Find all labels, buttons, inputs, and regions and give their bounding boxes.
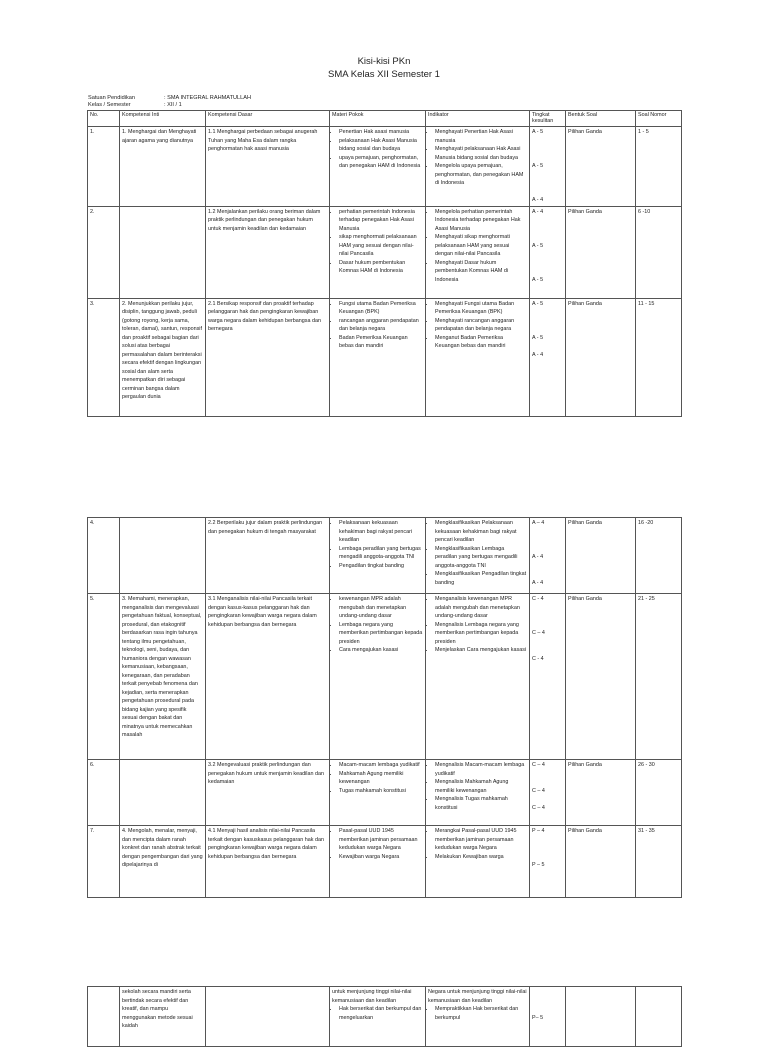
tingkat-line: P – 5	[532, 862, 545, 868]
tingkat-line	[532, 795, 563, 804]
tingkat-line	[532, 145, 563, 154]
cell-tingkat	[530, 298, 566, 416]
cell-tingkat	[530, 826, 566, 898]
cell-no	[88, 298, 120, 416]
tingkat-line: A - 4	[532, 197, 544, 203]
tingkat-line	[532, 646, 563, 655]
materi-item: • Pengadilan tingkat banding	[339, 562, 423, 571]
kd-text: 3.2 Mengevaluasi praktik perlindungan dan penegakan hukum untuk menjamin keadilan dan kedamaian	[208, 762, 324, 785]
tingkat-line: P – 4	[532, 828, 545, 834]
cell-kd	[206, 826, 330, 898]
kd-text: 2.1 Bersikap responsif dan proaktif terhadap pelanggaran hak dan pengingkaran kewajiban warga negara dalam kehidupan berbangsa dan bernegara	[208, 300, 321, 332]
cell-nomor	[636, 987, 682, 1047]
tingkat-line	[532, 137, 563, 146]
meta-line	[88, 95, 251, 102]
tingkat-line	[532, 325, 563, 334]
tingkat-line	[532, 179, 563, 188]
table-row	[88, 760, 682, 826]
cell-ki	[120, 127, 206, 207]
bentuk-soal: Pilihan Ganda	[568, 129, 602, 135]
indikator-item: • Mengklasifikasikan Pelaksanaan kekuasaan kehakiman bagi rakyat pencari keadilan	[435, 519, 527, 545]
cell-no	[88, 826, 120, 898]
kisi-table-part-3	[87, 986, 682, 1047]
materi-item: • Macam-macam lembaga yudikatif	[339, 761, 423, 770]
tingkat-line	[532, 570, 563, 579]
indikator-item: • Mengnalisis Lembaga negara yang memberikan pertimbangan kepada presiden	[435, 621, 527, 647]
tingkat-line	[532, 836, 563, 845]
cell-materi	[330, 760, 426, 826]
tingkat-line	[532, 997, 563, 1006]
cell-bentuk	[566, 760, 636, 826]
materi-item: • Lembaga peradilan yang bertugas mengadili anggota-anggota TNI	[339, 545, 423, 562]
cell-kd	[206, 206, 330, 298]
header-kompetensi-inti: Kompetensi Inti	[120, 111, 206, 127]
cell-bentuk	[566, 594, 636, 760]
tingkat-line	[532, 770, 563, 779]
materi-item: • Lembaga negara yang memberikan pertimbangan kepada presiden	[339, 621, 423, 647]
ki-text: 2. Menunjukkan perilaku jujur, disiplin, tanggung jawab, peduli (gotong royong, kerja sama, toleran, damai), santun, responsif dan proaktif sebagai bagian dari solusi atas berbagai permasalahan dalam berinteraksi secara efektif dengan lingkungan sosial dan alam serta menempatkan diri sebagai cerminan bangsa dalam pergaulan dunia	[122, 300, 203, 400]
tingkat-line: C - 4	[532, 596, 544, 602]
kd-text: 2.2 Berperilaku jujur dalam praktik perlindungan dan penegakan hukum di tengah masyarakat	[208, 520, 323, 535]
materi-item: • rancangan anggaran pendapatan dan belanja negara	[339, 317, 423, 334]
meta-value: : XII / 1	[164, 102, 182, 108]
table-row-continuation	[88, 987, 682, 1047]
indikator-item: • Mengelola perhatian pemerintah Indonesia terhadap penegakan Hak Asasi Manusia	[435, 208, 527, 234]
kisi-table-part-2	[87, 517, 682, 898]
bentuk-soal: Pilihan Ganda	[568, 762, 602, 768]
row-number: 3.	[90, 300, 95, 307]
soal-nomor: 26 - 30	[638, 762, 655, 768]
cell-no	[88, 206, 120, 298]
cell-materi	[330, 826, 426, 898]
cell-bentuk	[566, 206, 636, 298]
tingkat-line	[532, 225, 563, 234]
tingkat-line: C – 4	[532, 762, 545, 768]
materi-item: • Penertian Hak asasi manusia	[339, 128, 423, 137]
ki-text: sekolah secara mandiri serta bertindak secara efektif dan kreatif, dan mampu menggunakan metode sesuai kaidah	[122, 989, 193, 1029]
kd-text: 1.2 Menjalankan perilaku orang beriman dalam praktik perlindungan dan penegakan hukum untuk menjamin keadilan dan kedamaian	[208, 208, 321, 232]
tingkat-line	[532, 853, 563, 862]
indikator-text: Negara untuk menjunjung tinggi nilai-nilai kemanusiaan dan keadilan	[428, 989, 527, 1004]
cell-ki	[120, 298, 206, 416]
materi-item: • perhatian pemerintah Indonesia terhadap penegakan Hak Asasi Manusia	[339, 208, 423, 234]
cell-kd	[206, 127, 330, 207]
indikator-item: • Merangkai Pasal-pasal UUD 1945 memberikan jaminan persamaan kedudukan warga Negara	[435, 827, 527, 853]
table-header-row	[88, 111, 682, 127]
soal-nomor: 21 - 25	[638, 596, 655, 602]
indikator-item: • Mengklasifikasikan Lembaga peradilan yang bertugas mengadili anggota-anggota TNI	[435, 545, 527, 571]
kisi-table-part-1	[87, 110, 682, 417]
tingkat-line: A - 5	[532, 276, 544, 283]
table-row	[88, 826, 682, 898]
cell-indikator	[426, 127, 530, 207]
tingkat-line	[532, 317, 563, 326]
tingkat-line	[532, 778, 563, 787]
cell-no	[88, 987, 120, 1047]
tingkat-line	[532, 259, 563, 268]
tingkat-line: C – 4	[532, 630, 545, 636]
tingkat-line: A - 5	[532, 129, 544, 135]
cell-materi	[330, 298, 426, 416]
ki-text: 4. Mengolah, menalar, menyaji, dan mencipta dalam ranah konkret dan ranah abstrak terkait dengan pengembangan dari yang dipelajarinya di	[122, 828, 203, 868]
ki-text: 3. Memahami, menerapkan, menganalisis dan mengevaluasi pengetahuan faktual, konseptual, prosedural, dan etakognitif berdasarkan rasa ingin tahunya tentang ilmu pengetahuan, teknologi, seni, budaya, dan humaniora dengan wawasan kemanusiaan, kebangsaan, kenegaraan, dan peradaban terkait penyebab fenomena dan kejadian, serta menerapkan pengetahuan prosedural pada bidang kajian yang spesifik sesuai dengan bakat dan minatnya untuk memecahkan masalah	[122, 596, 202, 738]
cell-kd	[206, 518, 330, 594]
indikator-item: • Mengelola upaya pemajuan, penghormatan, dan penegakan HAM di Indonesia	[435, 162, 527, 188]
tingkat-line: A - 5	[532, 300, 544, 307]
cell-no	[88, 518, 120, 594]
indikator-item: • Menghayati pelaksanaan Hak Asasi Manusia bidang sosial dan budaya	[435, 145, 527, 162]
tingkat-line	[532, 342, 563, 351]
cell-tingkat	[530, 518, 566, 594]
tingkat-line	[532, 604, 563, 613]
cell-bentuk	[566, 298, 636, 416]
indikator-item: • Menghayati Dasar hukum pembentukan Komnas HAM di Indonesia	[435, 259, 527, 285]
tingkat-line: A - 4	[532, 351, 544, 358]
soal-nomor: 1 - 5	[638, 129, 649, 135]
meta-line	[88, 102, 182, 109]
tingkat-line	[532, 545, 563, 554]
tingkat-line: A - 4	[532, 208, 544, 215]
table-row	[88, 298, 682, 416]
tingkat-line: A - 5	[532, 242, 544, 249]
tingkat-line: C - 4	[532, 655, 544, 662]
table-row	[88, 594, 682, 760]
indikator-item: • Mengnalisis Tugas mahkamah konstitusi	[435, 795, 527, 812]
cell-nomor	[636, 760, 682, 826]
materi-item: • pelaksanaan Hak Asasi Manusia bidang sosial dan budaya	[339, 137, 423, 154]
cell-indikator	[426, 987, 530, 1047]
cell-materi	[330, 127, 426, 207]
cell-bentuk	[566, 518, 636, 594]
tingkat-line	[532, 844, 563, 853]
tingkat-line: C – 4	[532, 787, 545, 794]
table-row	[88, 127, 682, 207]
cell-kd	[206, 760, 330, 826]
bentuk-soal: Pilihan Ganda	[568, 596, 602, 602]
document-title: Kisi-kisi PKn	[357, 56, 411, 67]
header-materi-pokok: Materi Pokok	[330, 111, 426, 127]
tingkat-line	[532, 188, 563, 197]
cell-no	[88, 594, 120, 760]
tingkat-line	[532, 233, 563, 242]
indikator-item: • Menganut Badan Pemeriksa Keuangan bebas dan mandiri	[435, 334, 527, 351]
cell-tingkat	[530, 206, 566, 298]
tingkat-line	[532, 308, 563, 317]
tingkat-line	[532, 1005, 563, 1014]
header-indikator: Indikator	[426, 111, 530, 127]
cell-tingkat	[530, 760, 566, 826]
soal-nomor: 6 -10	[638, 208, 651, 215]
indikator-item: • Menghayati Penertian Hak Asasi manusia	[435, 128, 527, 145]
cell-kd	[206, 987, 330, 1047]
meta-value: : SMA INTEGRAL RAHMATULLAH	[164, 95, 252, 101]
ki-text: 1. Menghargai dan Menghayati ajaran agama yang dianutnya	[122, 129, 197, 144]
cell-indikator	[426, 206, 530, 298]
tingkat-line	[532, 621, 563, 630]
meta-label: Kelas / Semester	[88, 102, 131, 108]
cell-nomor	[636, 518, 682, 594]
bentuk-soal: Pilihan Ganda	[568, 520, 602, 526]
header-no: No.	[88, 111, 120, 127]
materi-item: • kewenangan MPR adalah mengubah dan menetapkan undang-undang dasar	[339, 595, 423, 621]
materi-item: • Tugas mahkamah konstitusi	[339, 787, 423, 796]
tingkat-line	[532, 267, 563, 276]
tingkat-line	[532, 171, 563, 180]
materi-item: • Fungsi utama Badan Pemeriksa Keuangan (BPK)	[339, 300, 423, 317]
cell-tingkat	[530, 127, 566, 207]
cell-kd	[206, 298, 330, 416]
header-kompetensi-dasar: Kompetensi Dasar	[206, 111, 330, 127]
indikator-item: • Mengklasifikasikan Pengadilan tingkat banding	[435, 570, 527, 587]
cell-nomor	[636, 298, 682, 416]
document-subtitle: SMA Kelas XII Semester 1	[328, 69, 440, 80]
cell-no	[88, 760, 120, 826]
cell-materi	[330, 206, 426, 298]
cell-ki	[120, 760, 206, 826]
tingkat-line	[532, 638, 563, 647]
tingkat-line	[532, 536, 563, 545]
cell-tingkat	[530, 987, 566, 1047]
indikator-item: • Menjelaskan Cara mengajukan kasasi	[435, 646, 527, 655]
cell-indikator	[426, 760, 530, 826]
cell-ki	[120, 206, 206, 298]
cell-tingkat	[530, 594, 566, 760]
kd-text: 4.1 Menyaji hasil analisis nilai-nilai Pancasila terkait dengan kasuskasus pelanggaran hak dan pengingkaran kewajiban warga negara dalam kehidupan berbangsa dan bernegara	[208, 828, 324, 860]
cell-indikator	[426, 298, 530, 416]
cell-nomor	[636, 127, 682, 207]
materi-item: • Pasal-pasal UUD 1945 memberikan jaminan persamaan kedudukan warga Negara	[339, 827, 423, 853]
tingkat-line: C – 4	[532, 804, 545, 811]
indikator-item: • Menganalisis kewenangan MPR adalah mengubah dan menetapkan undang-undang dasar	[435, 595, 527, 621]
tingkat-line	[532, 216, 563, 225]
cell-bentuk	[566, 826, 636, 898]
cell-ki	[120, 594, 206, 760]
cell-kd	[206, 594, 330, 760]
indikator-item: • Mengnalisis Macam-macam lembaga yudikatif	[435, 761, 527, 778]
row-number: 7.	[90, 828, 95, 834]
materi-text: untuk menjunjung tinggi nilai-nilai kemanusiaan dan keadilan	[332, 989, 412, 1004]
cell-bentuk	[566, 987, 636, 1047]
kd-text: 1.1 Menghargai perbedaan sebagai anugerah Tuhan yang Maha Esa dalam rangka penghormatan hak asasi manusia	[208, 129, 318, 152]
indikator-item: • Melakukan Kewajiban warga	[435, 853, 527, 862]
header-soal-nomor: Soal Nomor	[636, 111, 682, 127]
cell-ki	[120, 518, 206, 594]
cell-indikator	[426, 594, 530, 760]
tingkat-line	[532, 154, 563, 163]
cell-ki	[120, 987, 206, 1047]
bentuk-soal: Pilihan Ganda	[568, 208, 602, 215]
cell-nomor	[636, 206, 682, 298]
row-number: 4.	[90, 520, 95, 526]
header-bentuk-soal: Bentuk Soal	[566, 111, 636, 127]
bentuk-soal: Pilihan Ganda	[568, 300, 602, 307]
meta-label: Satuan Pendidikan	[88, 95, 135, 101]
cell-indikator	[426, 826, 530, 898]
kd-text: 3.1 Menganalisis nilai-nilai Pancasila terkait dengan kasus-kasus pelanggaran hak dan pengingkaran kewajiban warga negara dalam kehidupan berbangsa dan bernegara	[208, 596, 317, 628]
materi-item: • Mahkamah Agung memiliki kewenangan	[339, 770, 423, 787]
materi-item: • Dasar hukum pembentukan Komnas HAM di Indonesia	[339, 259, 423, 276]
cell-nomor	[636, 826, 682, 898]
cell-nomor	[636, 594, 682, 760]
tingkat-line: A - 5	[532, 163, 544, 169]
cell-no	[88, 127, 120, 207]
tingkat-line	[532, 528, 563, 537]
indikator-item: • Mempraktikkan Hak berserikat dan berkumpul	[435, 1005, 527, 1022]
row-number: 5.	[90, 596, 95, 602]
materi-item: • Hak berserikat dan berkumpul dan mengeluarkan	[339, 1005, 423, 1022]
materi-item: • sikap menghormati pelaksanaan HAM yang sesuai dengan nilai-nilai Pancasila	[339, 233, 423, 259]
materi-item: • Pelaksanaan kekuasaan kehakiman bagi rakyat pencari keadilan	[339, 519, 423, 545]
soal-nomor: 16 -20	[638, 520, 654, 526]
materi-item: • Kewajiban warga Negara	[339, 853, 423, 862]
tingkat-line	[532, 612, 563, 621]
materi-item: • Cara mengajukan kasasi	[339, 646, 423, 655]
soal-nomor: 31 - 35	[638, 828, 655, 834]
tingkat-line	[532, 562, 563, 571]
tingkat-line: P– 5	[532, 1014, 544, 1021]
cell-bentuk	[566, 127, 636, 207]
indikator-item: • Menghayati rancangan anggaran pendapatan dan belanja negara	[435, 317, 527, 334]
materi-item: • Badan Pemeriksa Keuangan bebas dan mandiri	[339, 334, 423, 351]
table-row	[88, 518, 682, 594]
tingkat-line: A - 5	[532, 334, 544, 341]
cell-materi	[330, 594, 426, 760]
tingkat-line: A - 4	[532, 554, 544, 560]
indikator-item: • Menghayati Fungsi utama Badan Pemeriksa Keuangan (BPK)	[435, 300, 527, 317]
header-tingkat-kesulitan: Tingkat kesulitan	[530, 111, 566, 127]
indikator-item: • Menghayati sikap menghormati pelaksanaan HAM yang sesuai dengan nilai-nilai Pancasila	[435, 233, 527, 259]
tingkat-line	[532, 250, 563, 259]
materi-item: • upaya pemajuan, penghormatan, dan penegakan HAM di Indonesia	[339, 154, 423, 171]
cell-ki	[120, 826, 206, 898]
row-number: 1.	[90, 129, 95, 135]
cell-materi	[330, 518, 426, 594]
tingkat-line: A – 4	[532, 520, 545, 526]
indikator-item: • Mengnalisis Mahkamah Agung memiliki kewenangan	[435, 778, 527, 795]
row-number: 6.	[90, 762, 95, 768]
soal-nomor: 11 - 15	[638, 300, 655, 307]
table-row	[88, 206, 682, 298]
row-number: 2.	[90, 208, 95, 215]
cell-indikator	[426, 518, 530, 594]
tingkat-line	[532, 988, 563, 997]
tingkat-line: A - 4	[532, 579, 544, 586]
cell-materi	[330, 987, 426, 1047]
bentuk-soal: Pilihan Ganda	[568, 828, 602, 834]
